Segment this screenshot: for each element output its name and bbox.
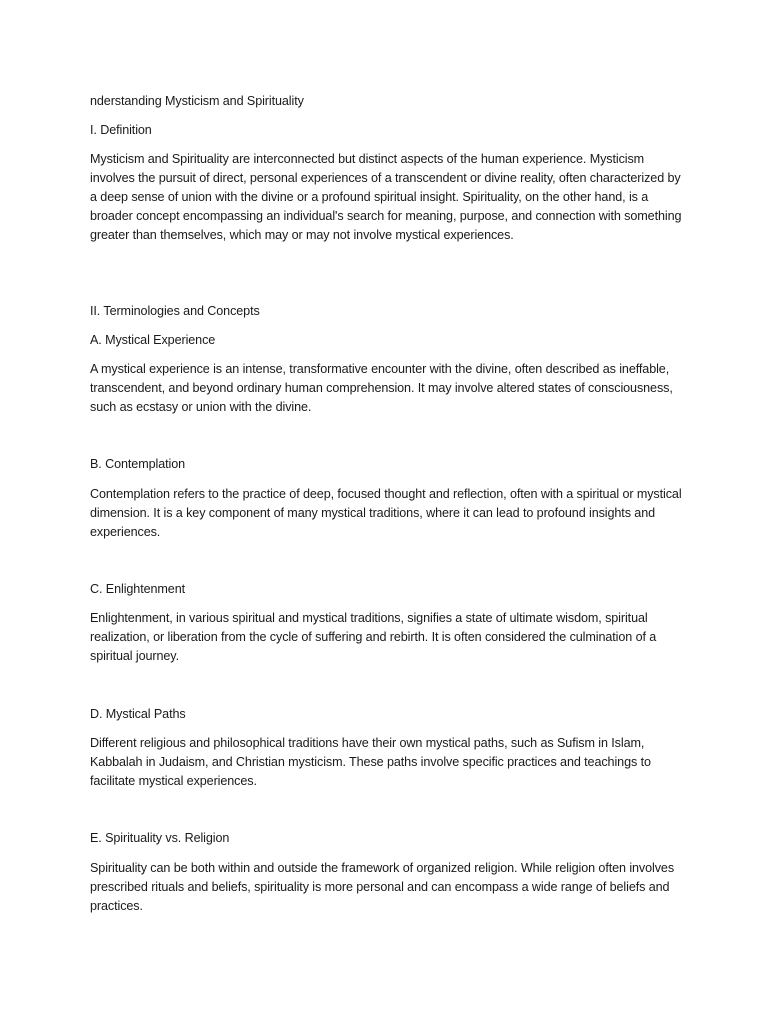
spirituality-vs-religion-heading: E. Spirituality vs. Religion xyxy=(90,831,230,845)
contemplation-heading: B. Contemplation xyxy=(90,457,186,471)
document-title: nderstanding Mysticism and Spirituality xyxy=(90,94,304,108)
terminologies-heading: II. Terminologies and Concepts xyxy=(90,304,260,318)
mystical-experience-paragraph: A mystical experience is an intense, transformative encounter with the divine, often described as ineffable, transcendent, and beyond ordinary human comprehension. It may involve altered states of consciousness, such as ecstasy or union with the divine. xyxy=(90,362,673,414)
definition-heading: I. Definition xyxy=(90,123,152,137)
mystical-experience-heading: A. Mystical Experience xyxy=(90,333,216,347)
contemplation-paragraph: Contemplation refers to the practice of deep, focused thought and reflection, often with a spiritual or mystical dimension. It is a key component of many mystical traditions, where it can lead to profound insights and experiences. xyxy=(90,487,682,539)
enlightenment-heading: C. Enlightenment xyxy=(90,582,186,596)
mystical-paths-heading: D. Mystical Paths xyxy=(90,707,186,721)
spirituality-vs-religion-paragraph: Spirituality can be both within and outside the framework of organized religion. While religion often involves prescribed rituals and beliefs, spirituality is more personal and can encompass a wide range of beliefs and practices. xyxy=(90,861,675,913)
mystical-paths-paragraph: Different religious and philosophical traditions have their own mystical paths, such as Sufism in Islam, Kabbalah in Judaism, and Christian mysticism. These paths involve specific practices and teachings to facilitate mystical experiences. xyxy=(90,736,651,788)
enlightenment-paragraph: Enlightenment, in various spiritual and mystical traditions, signifies a state of ultimate wisdom, spiritual realization, or liberation from the cycle of suffering and rebirth. It is often considered the culmination of a spiritual journey. xyxy=(90,611,657,663)
definition-paragraph: Mysticism and Spirituality are interconnected but distinct aspects of the human experience. Mysticism involves the pursuit of direct, personal experiences of a transcendent or divine reality, often characterized by a deep sense of union with the divine or a profound spiritual insight. Spirituality, on the other hand, is a broader concept encompassing an individual's search for meaning, purpose, and connection with something greater than themselves, which may or may not involve mystical experiences. xyxy=(90,152,682,242)
